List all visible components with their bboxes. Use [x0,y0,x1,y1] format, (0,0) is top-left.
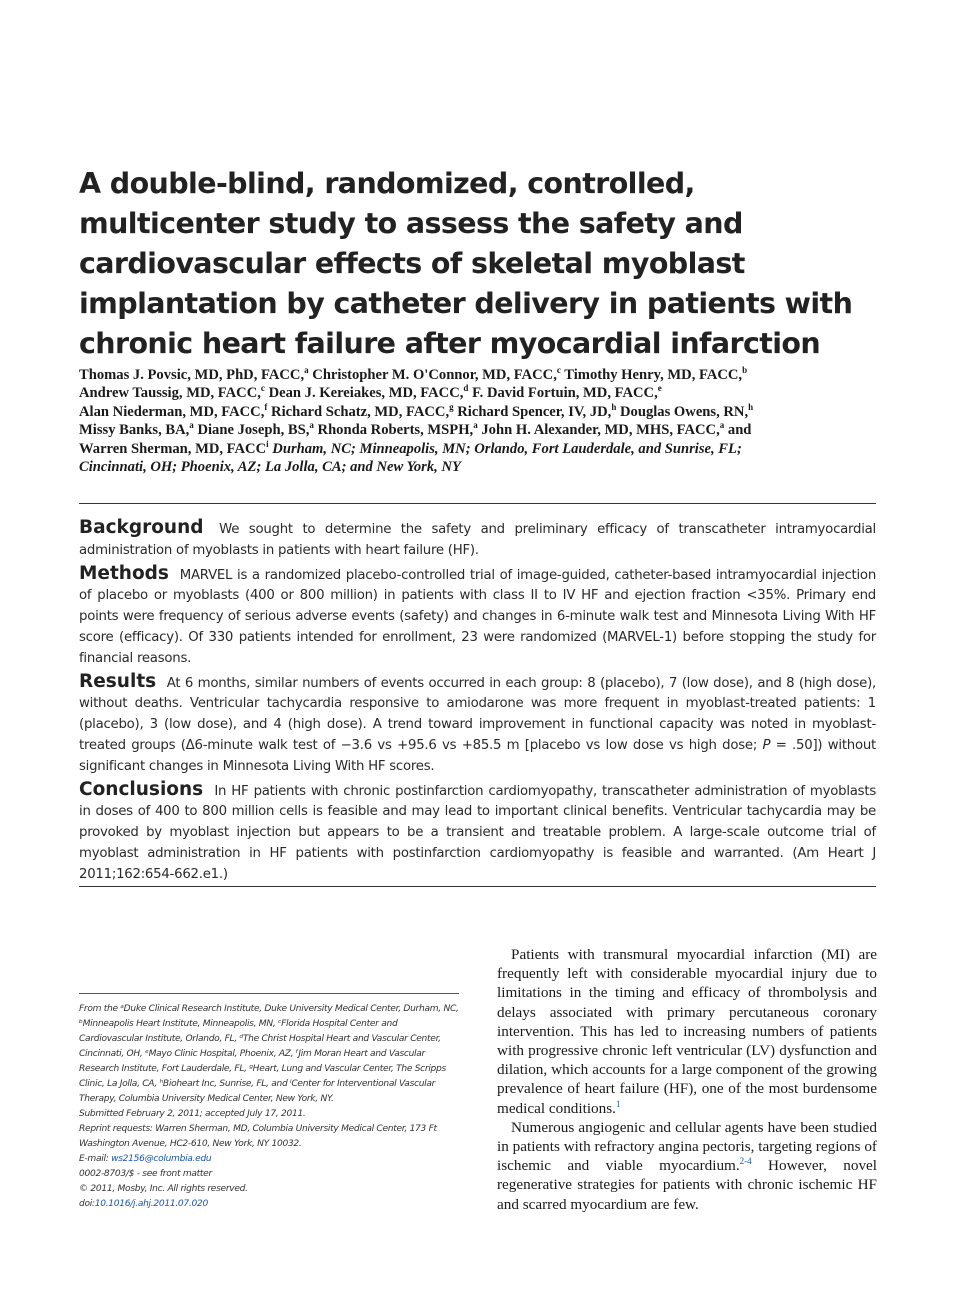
abstract-methods [79,564,876,670]
abstract-conclusions-text: In HF patients with chronic postinfarction cardiomyopathy, transcatheter administration of myoblasts in doses of 400 to 800 million cells is feasible and may lead to important clinical benefits. Ventricular tachycardia may be provoked by myoblast injection but appears to be a transient and treatable problem. A large-scale outcome trial of myoblast administration in HF patients with postinfarction cardiomyopathy is feasible and warranted. (Am Heart J 2011;162:654-662.e1.) [79,783,876,882]
author-name: Thomas J. Povsic, MD, PhD, FACC, [79,367,305,383]
author-line [79,403,879,421]
affiliation-mark: d [463,383,469,394]
affiliation-mark: f [264,401,268,412]
author-conjunction: and [724,422,752,439]
body-text-span: Patients with transmural myocardial infarction (MI) are frequently left with considerable myocardial injury due to limitations in the timing and efficacy of thrombolysis and delays associated with primary percutaneous coronary intervention. This has led to increasing numbers of patients with progressive chronic left ventricular (LV) dysfunction and dilation, which accounts for a large component of the growing prevalence of heart failure (HF), one of the most burdensome medical conditions. [497,946,877,1117]
email-label: E-mail: [79,1154,112,1164]
p-value-symbol: P [762,737,771,753]
body-paragraph [497,945,877,1118]
reference-link[interactable]: 1 [615,1098,621,1109]
abstract-methods-text: MARVEL is a randomized placebo-controlled trial of image-guided, catheter-based intramyocardial injection of placebo or myoblasts (400 or 800 million) in patients with class II to IV HF and ejection fraction <35%. Primary end points were frequency of serious adverse events (safety) and changes in 6-minute walk test and Minnesota Living With HF score (efficacy). Of 330 patients intended for enrollment, 23 were randomized (MARVEL-1) before stopping the study for financial reasons. [79,567,876,666]
author-locations: Durham, NC; Minneapolis, MN; Orlando, Fort Lauderdale, and Sunrise, FL; [268,440,742,457]
author-name: Warren Sherman, MD, FACC [79,440,267,457]
author-locations-continued: Cincinnati, OH; Phoenix, AZ; La Jolla, CA; and New York, NY [79,459,461,476]
abstract-heading-methods: Methods [79,562,169,584]
author-name: F. David Fortuin, MD, FACC, [472,385,658,402]
footnote-issn: 0002-8703/$ - see front matter [79,1169,212,1179]
abstract-results-text-end: = .50]) without significant changes in Minnesota Living With HF scores. [79,737,876,774]
affiliation-mark: a [189,420,194,431]
affiliation-mark: e [657,383,662,394]
footnotes [79,1002,459,1212]
article-title: A double-blind, randomized, controlled, multicenter study to assess the safety and cardiovascular effects of skeletal myoblast implantation by catheter delivery in patients with chronic heart failure after myocardial infarction [79,167,853,360]
affiliation-mark: h [748,401,754,412]
body-text-span: Numerous angiogenic and cellular agents have been studied in patients with refractory angina pectoris, targeting regions of ischemic and viable myocardium. [497,1118,877,1175]
abstract [79,518,876,888]
abstract-background-text: We sought to determine the safety and preliminary efficacy of transcatheter intramyocardial administration of myoblasts in patients with heart failure (HF). [79,522,876,558]
affiliation-mark: a [473,420,478,431]
author-name: Missy Banks, BA, [79,422,190,439]
footnote-email [79,1152,459,1167]
body-paragraph [497,1118,877,1214]
body-text-span: However, novel regenerative strategies for patients with chronic ischemic HF and scarred myocardium are few. [497,1157,877,1213]
affiliation-mark: a [304,365,309,376]
abstract-heading-results: Results [79,670,157,692]
doi-label: doi: [79,1199,95,1209]
abstract-conclusions [79,780,876,886]
email-link[interactable]: ws2156@columbia.edu [111,1154,212,1164]
author-name: Rhonda Roberts, MSPH, [317,422,474,439]
abstract-heading-background: Background [79,517,204,538]
author-name: John H. Alexander, MD, MHS, FACC, [481,422,720,439]
reference-link[interactable]: 2-4 [739,1156,752,1167]
author-name: Timothy Henry, MD, FACC, [564,367,743,383]
author-name: Alan Niederman, MD, FACC, [79,403,265,420]
affiliation-mark: a [719,420,725,431]
author-list [79,366,879,476]
author-name: Andrew Taussig, MD, FACC, [79,385,261,402]
author-line [79,440,879,458]
footnote-divider [79,993,459,994]
author-name: Dean J. Kereiakes, MD, FACC, [268,385,464,402]
footnote-copyright: © 2011, Mosby, Inc. All rights reserved. [79,1184,248,1194]
footnote-doi [79,1197,459,1212]
author-name: Richard Spencer, IV, JD, [457,403,612,420]
affiliation-mark: c [260,383,265,394]
abstract-top-divider [79,503,876,504]
abstract-heading-conclusions: Conclusions [79,778,204,800]
abstract-results [79,672,876,778]
author-name: Richard Schatz, MD, FACC, [271,403,450,420]
body-text [497,945,877,1214]
author-name: Diane Joseph, BS, [197,422,310,439]
affiliation-mark: h [611,401,617,412]
footnote-reprint: Reprint requests: Warren Sherman, MD, Columbia University Medical Center, 173 Ft Washington Avenue, HC2-610, New York, NY 10032. [79,1124,437,1149]
abstract-bottom-divider [79,886,876,887]
author-name: Douglas Owens, RN, [620,403,749,420]
affiliation-mark: g [449,401,454,412]
abstract-results-text: At 6 months, similar numbers of events occurred in each group: 8 (placebo), 7 (low dose), and 8 (high dose), without deaths. Ventricular tachycardia responsive to amiodarone was more frequent in myoblast-treated patients: 1 (placebo), 3 (low dose), and 4 (high dose). A trend toward improvement in functional capacity was noted in myoblast-treated groups (Δ6-minute walk test of −3.6 vs +95.6 vs +85.5 m [placebo vs low dose vs high dose; [79,675,876,753]
footnote-submitted: Submitted February 2, 2011; accepted July 17, 2011. [79,1109,306,1119]
affiliation-mark: b [742,365,748,376]
author-line [79,421,879,439]
doi-link[interactable]: 10.1016/j.ahj.2011.07.020 [94,1199,208,1209]
author-line [79,384,879,402]
author-name: Christopher M. O'Connor, MD, FACC, [312,367,557,383]
author-line [79,366,879,384]
abstract-background [79,518,876,562]
affiliation-mark: c [556,365,561,376]
footnote-affiliations: From the ᵃDuke Clinical Research Institute, Duke University Medical Center, Durham, NC, ᵇMinneapolis Heart Institute, Minneapolis, MN, ᶜFlorida Hospital Center and Cardiovascular Institute, Orlando, FL, ᵈThe Christ Hospital Heart and Vascular Center, Cincinnati, OH, ᵉMayo Clinic Hospital, Phoenix, AZ, ᶠJim Moran Heart and Vascular Research Institute, Fort Lauderdale, FL, ᵍHeart, Lung and Vascular Center, The Scripps Clinic, La Jolla, CA, ʰBioheart Inc, Sunrise, FL, and ⁱCenter for Interventional Vascular Therapy, Columbia University Medical Center, New York, NY. [79,1004,459,1104]
affiliation-mark: i [266,438,269,449]
affiliation-mark: a [309,420,314,431]
